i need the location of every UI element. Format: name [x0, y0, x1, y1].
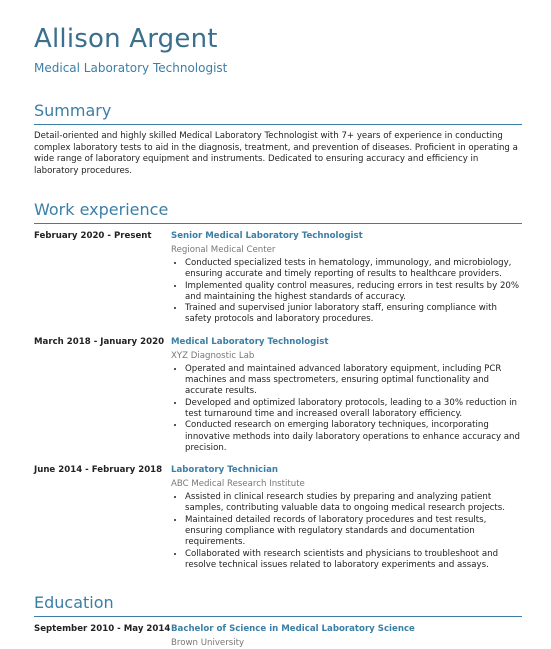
work-entry — [34, 336, 522, 454]
candidate-name: Allison Argent — [34, 24, 218, 54]
work-bullets — [171, 492, 522, 571]
education-dates: September 2010 - May 2014 — [34, 624, 171, 635]
candidate-role: Medical Laboratory Technologist — [34, 61, 228, 75]
work-details — [171, 464, 522, 571]
work-dates: February 2020 - Present — [34, 231, 152, 241]
work-bullet: • Conducted specialized tests in hematology, immunology, and microbiology, ensuring accurate and timely reporting of results to healthcare providers. — [185, 258, 522, 281]
work-bullet: • Developed and optimized laboratory protocols, leading to a 30% reduction in test turnaround time and increased overall laboratory efficiency. — [185, 398, 522, 421]
work-bullets — [171, 258, 522, 326]
job-title: Laboratory Technician — [171, 465, 278, 476]
work-experience-section — [34, 200, 522, 571]
employer-name: Regional Medical Center — [171, 245, 276, 255]
summary-heading: Summary — [34, 101, 112, 120]
work-details — [171, 230, 522, 326]
resume-page — [34, 22, 522, 649]
work-bullets — [171, 364, 522, 454]
education-details — [171, 623, 522, 649]
school-name: Brown University — [171, 638, 245, 649]
education-entry — [34, 623, 522, 649]
education-section — [34, 593, 522, 649]
work-entry — [34, 230, 522, 326]
work-bullet: • Trained and supervised junior laboratory staff, ensuring compliance with safety protocols and laboratory procedures. — [185, 303, 522, 326]
work-dates: June 2014 - February 2018 — [34, 465, 163, 476]
work-bullet: • Collaborated with research scientists and physicians to troubleshoot and resolve technical issues related to laboratory experiments and assays. — [185, 549, 522, 572]
work-entry — [34, 464, 522, 571]
work-bullet: • Assisted in clinical research studies by preparing and analyzing patient samples, contributing valuable data to ongoing medical research projects. — [185, 492, 522, 515]
education-divider — [34, 616, 522, 617]
work-experience-heading: Work experience — [34, 200, 169, 219]
work-dates: March 2018 - January 2020 — [34, 336, 165, 347]
work-bullet: • Conducted research on emerging laboratory techniques, incorporating innovative methods into daily laboratory operations to enhance accuracy and precision. — [185, 420, 522, 454]
work-bullet: • Implemented quality control measures, reducing errors in test results by 20% and maintaining the highest standards of accuracy. — [185, 281, 522, 304]
summary-section — [34, 101, 522, 177]
job-title: Senior Medical Laboratory Technologist — [171, 231, 363, 241]
work-bullet: • Operated and maintained advanced laboratory equipment, including PCR machines and mass spectrometers, ensuring optimal functionality and accurate results. — [185, 364, 522, 398]
summary-divider — [34, 124, 522, 125]
job-title: Medical Laboratory Technologist — [171, 336, 329, 347]
summary-text: Detail-oriented and highly skilled Medical Laboratory Technologist with 7+ years of experience in conducting complex laboratory tests to aid in the diagnosis, treatment, and prevention of diseases. Proficient in operating a wide range of laboratory equipment and instruments. Dedicated to ensuring accuracy and efficiency in laboratory procedures. — [34, 131, 518, 176]
education-heading: Education — [34, 593, 114, 613]
employer-name: XYZ Diagnostic Lab — [171, 350, 255, 361]
work-experience-divider — [34, 223, 522, 224]
degree-title: Bachelor of Science in Medical Laboratory Science — [171, 624, 415, 635]
work-bullet: • Maintained detailed records of laboratory procedures and test results, ensuring compliance with regulatory standards and documentation requirements. — [185, 515, 522, 549]
work-details — [171, 336, 522, 454]
employer-name: ABC Medical Research Institute — [171, 479, 305, 490]
